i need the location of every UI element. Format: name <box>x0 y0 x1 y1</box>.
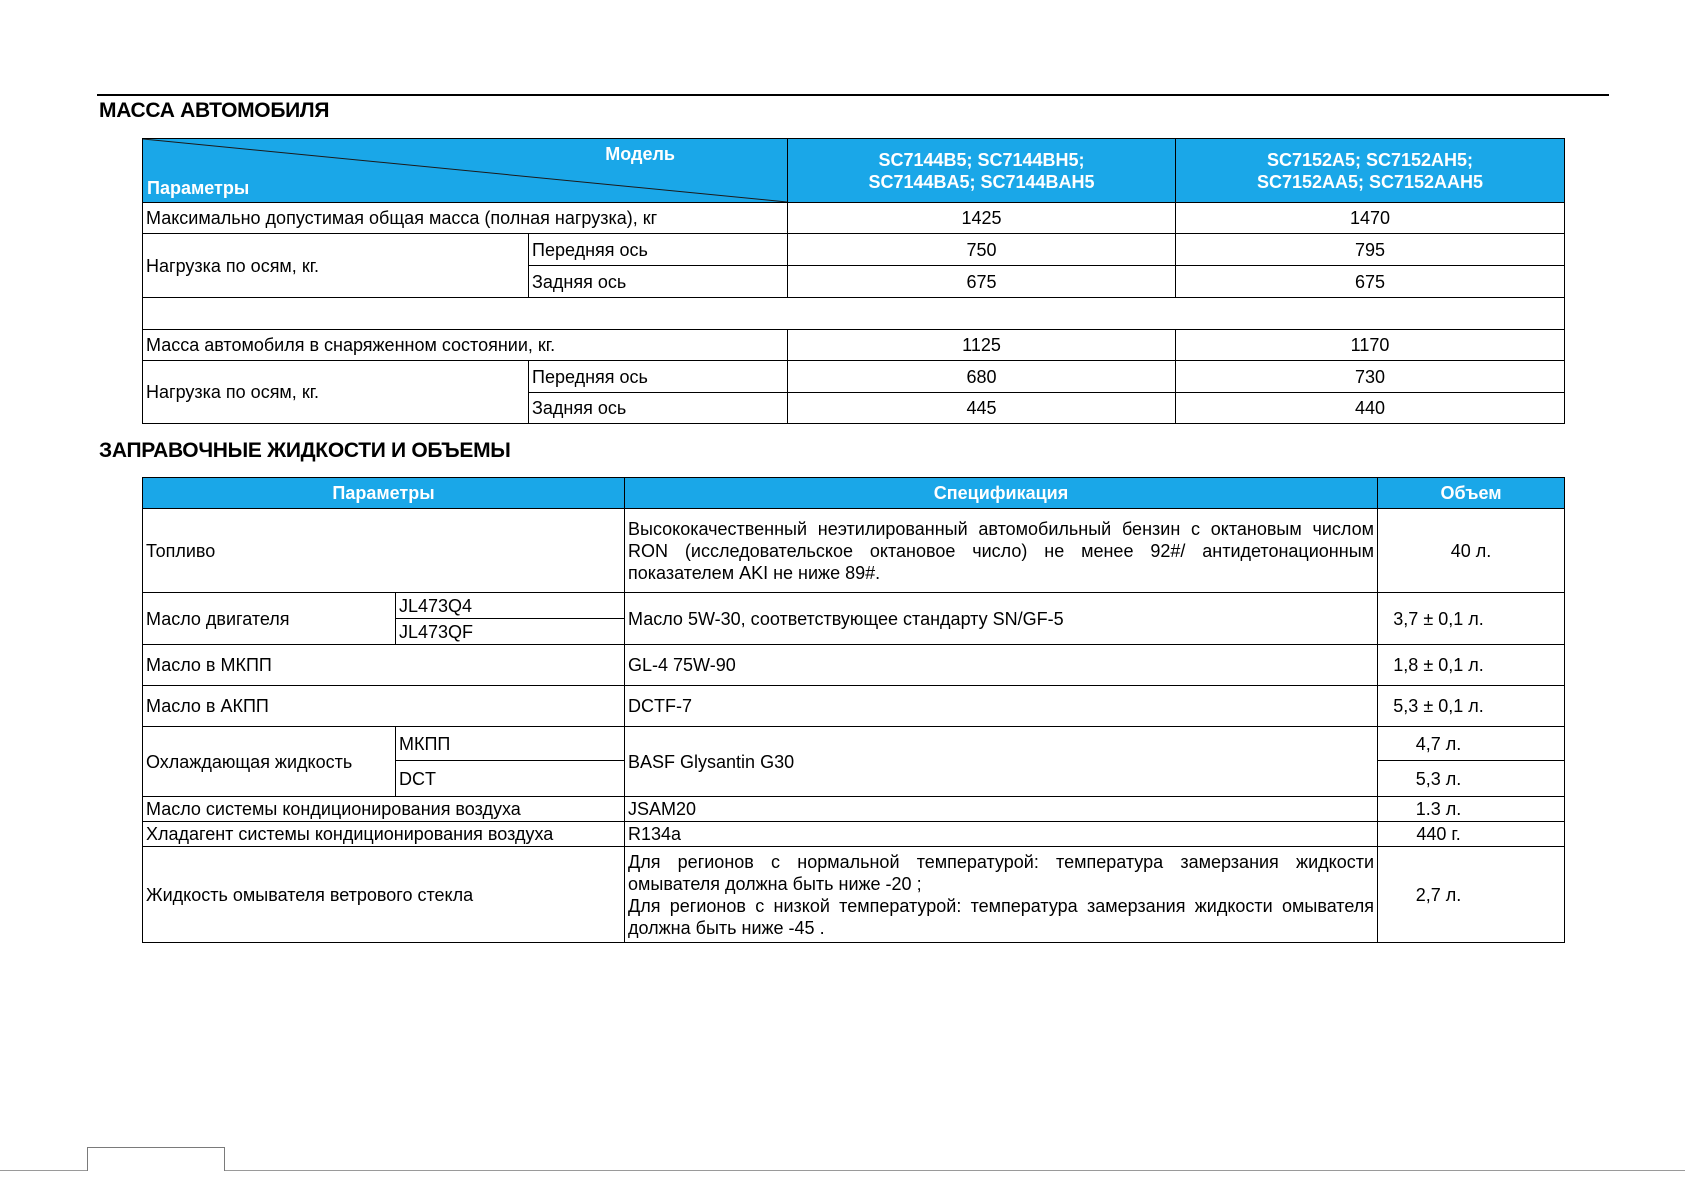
axle-load-label: Нагрузка по осям, кг. <box>143 361 529 424</box>
table-row <box>143 330 1565 361</box>
coolant-volume-2: 5,3 л. <box>1378 761 1565 797</box>
table-row <box>143 645 1565 686</box>
table-row <box>143 686 1565 727</box>
table-row <box>143 847 1565 943</box>
at-oil-spec: DCTF-7 <box>625 686 1378 727</box>
front-axle-value-2: 795 <box>1176 234 1565 266</box>
washer-spec-low: Для регионов с низкой температурой: температура замерзания жидкости омывателя должна быть ниже -45 . <box>628 895 1375 938</box>
rear-axle-label: Задняя ось <box>529 393 788 424</box>
ac-oil-label: Масло системы кондиционирования воздуха <box>143 797 625 822</box>
section-title-fluids: ЗАПРАВОЧНЫЕ ЖИДКОСТИ И ОБЪЕМЫ <box>99 439 511 462</box>
page-number-tab <box>87 1147 225 1171</box>
table-row <box>143 509 1565 593</box>
header-params-label: Параметры <box>147 178 250 198</box>
table-row <box>143 593 1565 619</box>
table-row <box>143 797 1565 822</box>
axle-load-label: Нагрузка по осям, кг. <box>143 234 529 298</box>
top-rule <box>97 94 1609 96</box>
front-axle-value-1: 680 <box>788 361 1176 393</box>
at-oil-volume: 5,3 ± 0,1 л. <box>1378 686 1565 727</box>
table-row <box>143 203 1565 234</box>
table-row <box>143 822 1565 847</box>
header-params: Параметры <box>143 478 625 509</box>
model-column-header-2 <box>1176 139 1565 203</box>
table-row <box>143 234 1565 266</box>
at-oil-label: Масло в АКПП <box>143 686 625 727</box>
model-line: SC7152A5; SC7152AH5; <box>1266 149 1474 170</box>
header-volume: Объем <box>1378 478 1565 509</box>
ac-oil-volume: 1.3 л. <box>1378 797 1565 822</box>
max-mass-value-2: 1470 <box>1176 203 1565 234</box>
coolant-variant-1: МКПП <box>396 727 625 761</box>
engine-oil-spec: Масло 5W-30, соответствующее стандарту SN/GF-5 <box>625 593 1378 645</box>
front-axle-value-2: 730 <box>1176 361 1565 393</box>
ac-oil-spec: JSAM20 <box>625 797 1378 822</box>
curb-mass-value-1: 1125 <box>788 330 1176 361</box>
table-header-row <box>143 139 1565 203</box>
model-column-header-1 <box>788 139 1176 203</box>
coolant-spec: BASF Glysantin G30 <box>625 727 1378 797</box>
front-axle-label: Передняя ось <box>529 361 788 393</box>
section-title-vehicle-mass: МАССА АВТОМОБИЛЯ <box>99 99 330 122</box>
rear-axle-value-1: 675 <box>788 266 1176 298</box>
refrigerant-label: Хладагент системы кондиционирования воздуха <box>143 822 625 847</box>
washer-fluid-label: Жидкость омывателя ветрового стекла <box>143 847 625 943</box>
table-row <box>143 361 1565 393</box>
model-line: SC7144BA5; SC7144BAH5 <box>868 171 1095 192</box>
refrigerant-volume: 440 г. <box>1378 822 1565 847</box>
coolant-variant-2: DCT <box>396 761 625 797</box>
front-axle-value-1: 750 <box>788 234 1176 266</box>
rear-axle-value-2: 440 <box>1176 393 1565 424</box>
engine-oil-label: Масло двигателя <box>143 593 396 645</box>
table-row <box>143 727 1565 761</box>
rear-axle-value-1: 445 <box>788 393 1176 424</box>
fuel-label: Топливо <box>143 509 625 593</box>
front-axle-label: Передняя ось <box>529 234 788 266</box>
diagonal-header-cell <box>143 139 788 203</box>
fluids-volumes-table <box>142 477 1565 943</box>
max-mass-label: Максимально допустимая общая масса (полная нагрузка), кг <box>143 203 788 234</box>
engine-code-2: JL473QF <box>396 619 625 645</box>
refrigerant-spec: R134a <box>625 822 1378 847</box>
model-line: SC7144B5; SC7144BH5; <box>878 149 1085 170</box>
rear-axle-value-2: 675 <box>1176 266 1565 298</box>
footer-rule <box>0 1170 1685 1171</box>
model-line: SC7152AA5; SC7152AAH5 <box>1256 171 1484 192</box>
header-spec: Спецификация <box>625 478 1378 509</box>
mt-oil-spec: GL-4 75W-90 <box>625 645 1378 686</box>
coolant-volume-1: 4,7 л. <box>1378 727 1565 761</box>
washer-spec-normal: Для регионов с нормальной температурой: температура замерзания жидкости омывателя должна быть ниже -20 ; <box>628 851 1375 894</box>
empty-cell <box>143 298 1565 330</box>
rear-axle-label: Задняя ось <box>529 266 788 298</box>
empty-separator-row <box>143 298 1565 330</box>
coolant-label: Охлаждающая жидкость <box>143 727 396 797</box>
fuel-volume: 40 л. <box>1378 509 1565 593</box>
curb-mass-value-2: 1170 <box>1176 330 1565 361</box>
curb-mass-label: Масса автомобиля в снаряженном состоянии, кг. <box>143 330 788 361</box>
washer-fluid-spec <box>625 847 1378 943</box>
mt-oil-label: Масло в МКПП <box>143 645 625 686</box>
mt-oil-volume: 1,8 ± 0,1 л. <box>1378 645 1565 686</box>
header-model-label: Модель <box>605 144 675 164</box>
table-header-row <box>143 478 1565 509</box>
engine-code-1: JL473Q4 <box>396 593 625 619</box>
vehicle-mass-table <box>142 138 1565 424</box>
washer-fluid-volume: 2,7 л. <box>1378 847 1565 943</box>
fuel-spec: Высококачественный неэтилированный автомобильный бензин с октановым числом RON (исследовательское октановое число) не менее 92#/ антидетонационным показателем AKI не ниже 89#. <box>625 509 1378 593</box>
max-mass-value-1: 1425 <box>788 203 1176 234</box>
engine-oil-volume: 3,7 ± 0,1 л. <box>1378 593 1565 645</box>
